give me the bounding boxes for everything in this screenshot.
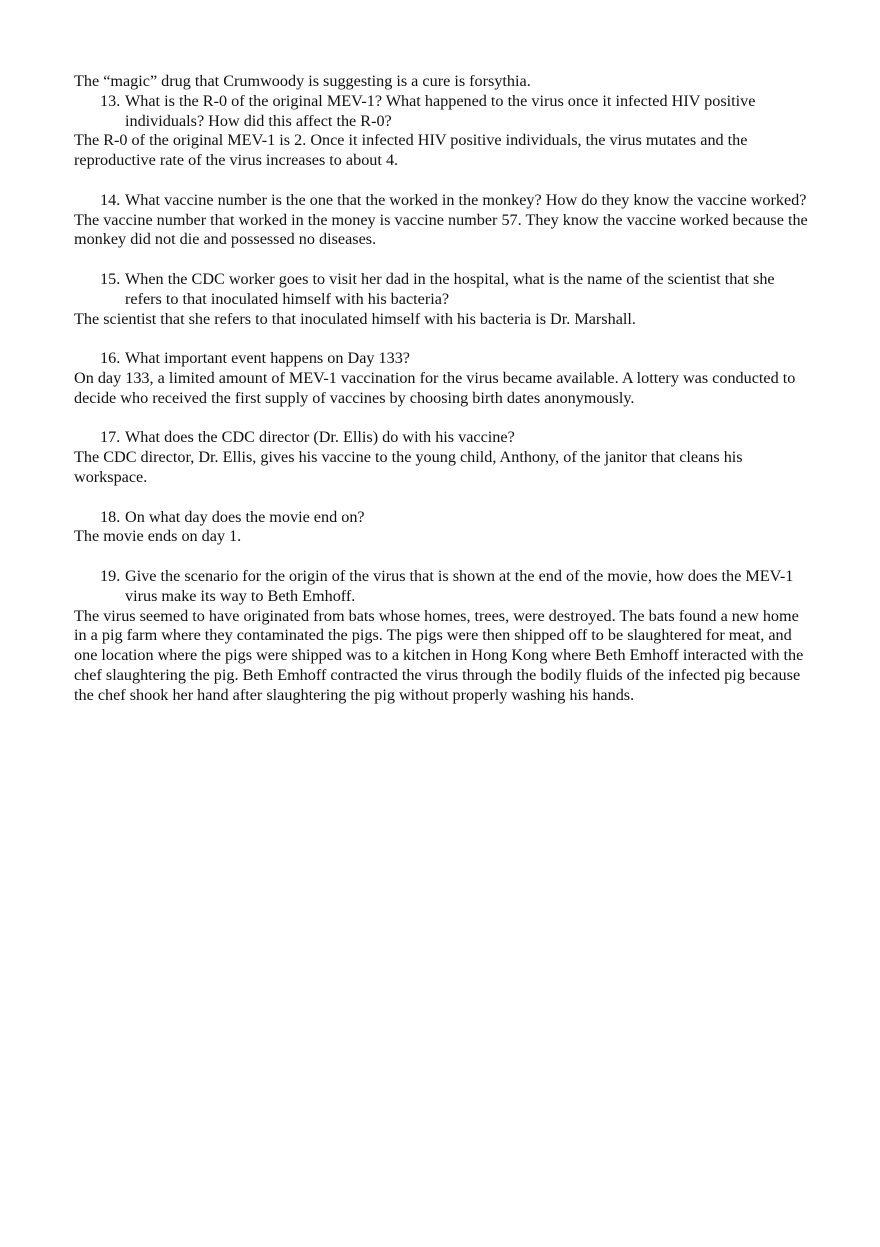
spacer [74,547,814,567]
question-19 [74,567,814,607]
answer-15: The scientist that she refers to that inoculated himself with his bacteria is Dr. Marshall. [74,309,636,328]
question-number: 15. [100,269,121,288]
answer-14: The vaccine number that worked in the money is vaccine number 57. They know the vaccine worked because the monkey did not die and possessed no diseases. [74,210,808,249]
question-13 [74,92,814,132]
question-text: What important event happens on Day 133? [125,349,410,368]
question-text: Give the scenario for the origin of the virus that is shown at the end of the movie, how does the MEV-1 virus make its way to Beth Emhoff. [125,566,794,605]
question-text: On what day does the movie end on? [125,507,365,526]
answer-19: The virus seemed to have originated from bats whose homes, trees, were destroyed. The bats found a new home in a pig farm where they contaminated the pigs. The pigs were then shipped off to be slaughtered for meat, and one location where the pigs were shipped was to a kitchen in Hong Kong where Beth Emhoff interacted with the chef slaughtering the pig. Beth Emhoff contracted the virus through the bodily fluids of the infected pig because the chef shook her hand after slaughtering the pig without properly washing his hands. [74,606,804,704]
question-text: What does the CDC director (Dr. Ellis) do with his vaccine? [125,428,515,447]
question-number: 14. [100,190,121,209]
intro-answer: The “magic” drug that Crumwoody is suggesting is a cure is forsythia. [74,72,531,90]
spacer [74,329,814,349]
question-text: What vaccine number is the one that the worked in the monkey? How do they know the vaccine worked? [125,190,807,209]
question-15 [74,270,814,310]
spacer [74,250,814,270]
question-number: 18. [100,507,121,526]
question-number: 17. [100,428,121,447]
spacer [74,488,814,508]
question-number: 13. [100,91,121,110]
question-17 [74,428,814,448]
answer-13: The R-0 of the original MEV-1 is 2. Once it infected HIV positive individuals, the virus mutates and the reproductive rate of the virus increases to about 4. [74,131,748,170]
question-16 [74,349,814,369]
answer-17: The CDC director, Dr. Ellis, gives his vaccine to the young child, Anthony, of the janitor that cleans his workspace. [74,448,743,486]
spacer [74,409,814,429]
question-18 [74,508,814,528]
question-number: 16. [100,349,121,368]
question-text: What is the R-0 of the original MEV-1? What happened to the virus once it infected HIV positive individuals? How did this affect the R-0? [125,91,756,130]
question-number: 19. [100,566,121,585]
spacer [74,171,814,191]
document-page [74,72,814,706]
question-text: When the CDC worker goes to visit her dad in the hospital, what is the name of the scientist that she refers to that inoculated himself with his bacteria? [125,269,775,308]
answer-16: On day 133, a limited amount of MEV-1 vaccination for the virus became available. A lottery was conducted to decide who received the first supply of vaccines by choosing birth dates anonymously. [74,368,796,407]
question-14 [74,191,814,211]
answer-18: The movie ends on day 1. [74,527,242,546]
